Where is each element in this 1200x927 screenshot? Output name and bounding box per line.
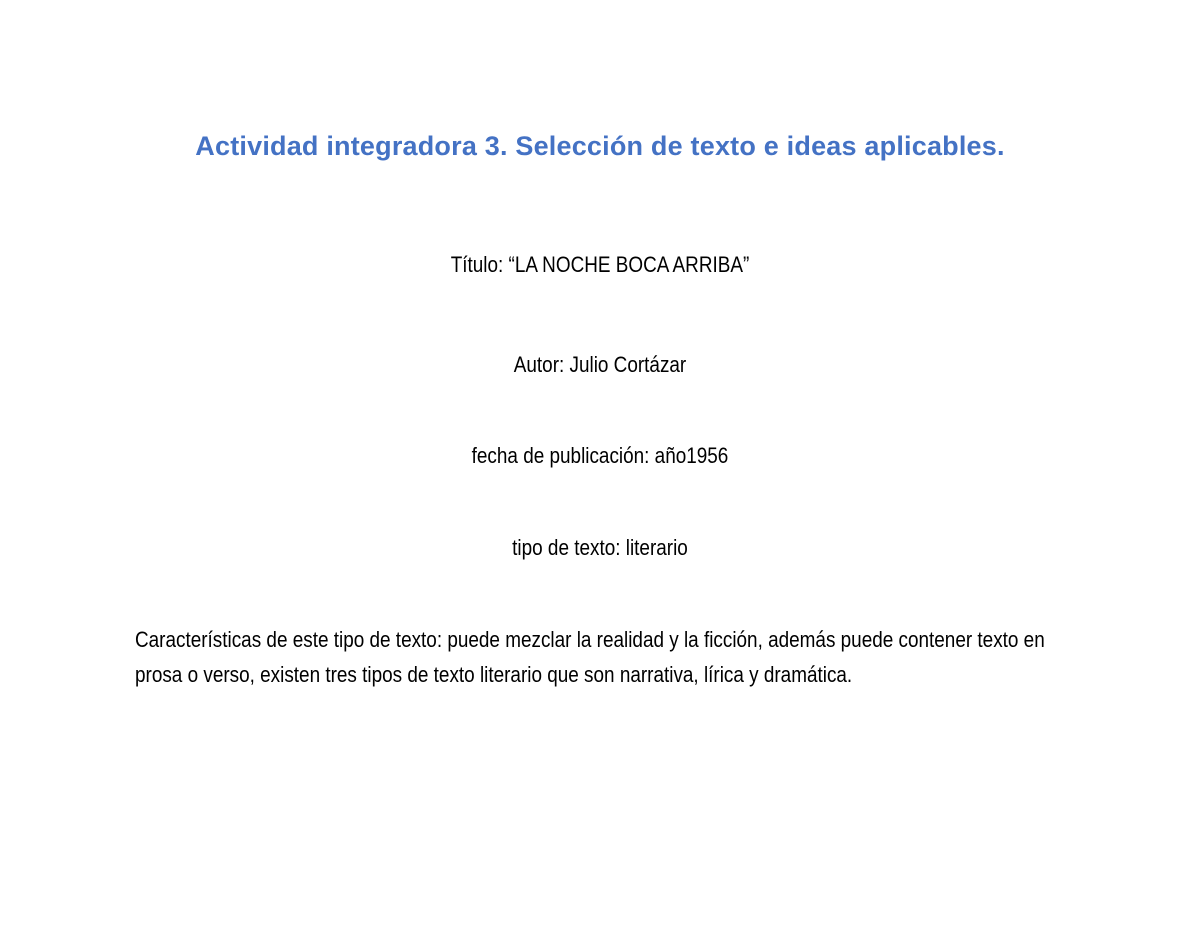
author-line: Autor: Julio Cortázar bbox=[513, 352, 687, 377]
characteristics-paragraph: Características de este tipo de texto: puede mezclar la realidad y la ficción, además puede contener texto en prosa o verso, existen tres tipos de texto literario que son narrativa, lírica y dramática. bbox=[135, 627, 1045, 687]
work-title-line: Título: “LA NOCHE BOCA ARRIBA” bbox=[450, 252, 750, 277]
publication-date-line: fecha de publicación: año1956 bbox=[471, 443, 729, 468]
document-title: Actividad integradora 3. Selección de texto e ideas aplicables. bbox=[195, 131, 1005, 161]
text-type-line: tipo de texto: literario bbox=[512, 535, 688, 560]
